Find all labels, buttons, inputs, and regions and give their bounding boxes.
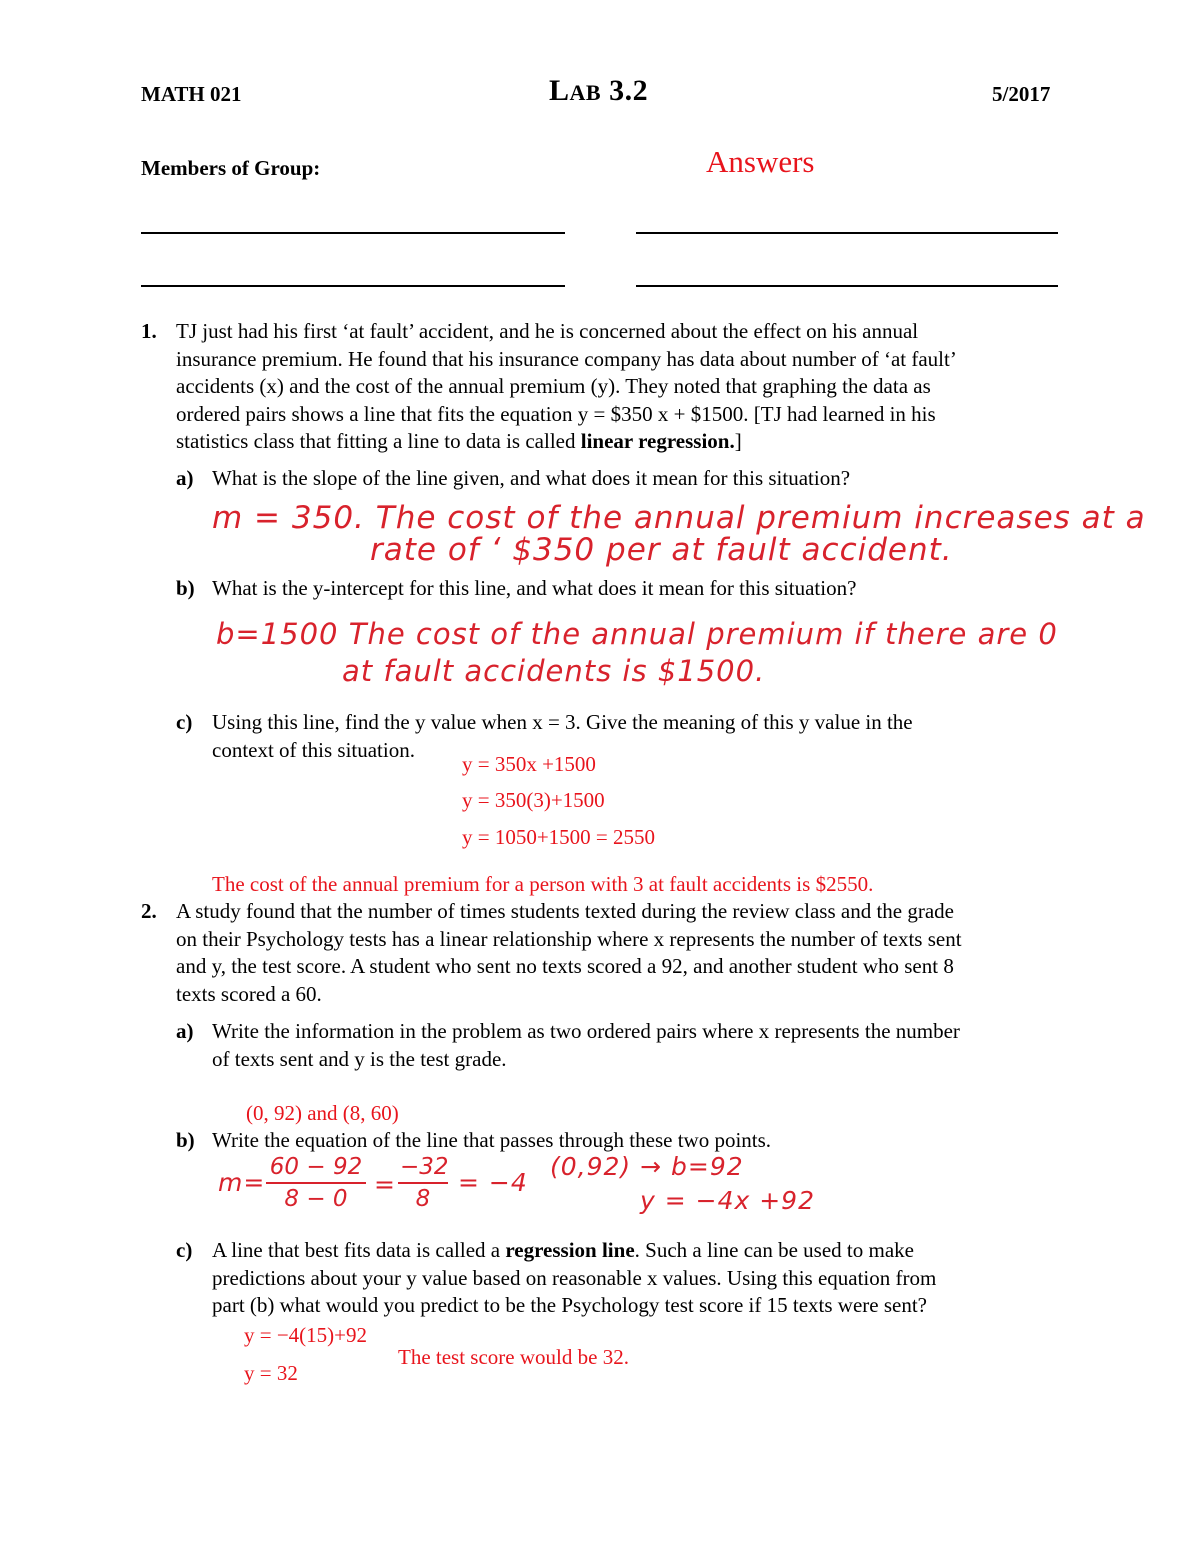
q1c-answer: The cost of the annual premium for a person with 3 at fault accidents is $2550. [212,872,874,896]
q1c-label: c) [176,710,193,734]
q2a-answer: (0, 92) and (8, 60) [246,1101,399,1125]
q1a-answer-line-1: m = 350. The cost of the annual premium increases at a [212,500,1146,536]
q1c-line-1: Using this line, find the y value when x = 3. Give the meaning of this y value in the [212,710,913,734]
q1b-answer-line-2: at fault accidents is $1500. [342,654,766,688]
q2c-answer: The test score would be 32. [398,1345,629,1369]
q2b-slope-result: = −4 [458,1168,528,1197]
q2b-equation: y = −4x +92 [640,1186,815,1215]
q1a-answer-line-2: rate of ‘ $350 per at fault accident. [370,532,953,568]
q2b-fraction-2-numerator: −32 [398,1154,448,1184]
q2c-equation-1: y = −4(15)+92 [244,1323,368,1347]
q1c-equation-3: y = 1050+1500 = 2550 [462,825,656,849]
q2a-line-2: of texts sent and y is the test grade. [212,1046,507,1071]
members-label: Members of Group: [141,156,321,180]
q2c-label: c) [176,1238,193,1262]
course-code: MATH 021 [141,82,242,106]
q1b-answer-line-1: b=1500 The cost of the annual premium if there are 0 [216,617,1058,651]
q2a-line-1: Write the information in the problem as two ordered pairs where x represents the number [212,1019,960,1043]
lab-title-rest: AB [569,80,602,105]
q1-number: 1. [141,319,157,343]
q2b-equals-sign: = [374,1170,396,1199]
q2c-line-3: part (b) what would you predict to be the Psychology test score if 15 texts were sent? [212,1293,927,1317]
q2-number: 2. [141,899,157,923]
q2a-label: a) [176,1019,194,1043]
q1c-equation-2: y = 350(3)+1500 [462,788,605,812]
q2-line-4: texts scored a 60. [176,981,322,1006]
q1c-equation-1: y = 350x +1500 [462,752,596,776]
q2-text [176,898,962,1008]
q2b-fraction-1-denominator: 8 − 0 [284,1186,348,1212]
member-line-4 [636,285,1058,287]
q1-line-4: ordered pairs shows a line that fits the equation y = $350 x + $1500. [TJ had learned in his [176,401,936,426]
q2c-line-2: predictions about your y value based on reasonable x values. Using this equation from [212,1265,937,1290]
q1a-text: What is the slope of the line given, and what does it mean for this situation? [212,466,851,490]
regression-line-term: regression line [505,1238,635,1262]
q2b-intercept-point: (0,92) → b=92 [550,1152,744,1181]
q2b-fraction-2 [398,1154,448,1212]
q1-text [176,318,957,456]
q1c-line-2: context of this situation. [212,737,415,762]
q2b-fraction-1 [266,1154,366,1212]
lab-title [549,74,648,108]
q2-line-1: A study found that the number of times students texted during the review class and the grade [176,899,954,923]
member-line-1 [141,232,565,234]
q1-line-2: insurance premium. He found that his insurance company has data about number of ‘at fault’ [176,346,957,371]
q1b-label: b) [176,576,195,600]
q2b-label: b) [176,1128,195,1152]
q1-line-1: TJ just had his first ‘at fault’ accident, and he is concerned about the effect on his annual [176,319,919,343]
q2b-m-label: m= [218,1168,266,1197]
q2b-text: Write the equation of the line that passes through these two points. [212,1128,772,1152]
member-line-2 [636,232,1058,234]
q2c-line-1: A line that best fits data is called a regression line. Such a line can be used to make [212,1238,914,1262]
q2c-text [212,1237,936,1320]
q1a-label: a) [176,466,194,490]
member-line-3 [141,285,565,287]
q2a-text [212,1018,960,1073]
linear-regression-term: linear regression. [580,429,735,453]
q2b-fraction-2-denominator: 8 [415,1186,431,1212]
q2b-fraction-1-numerator: 60 − 92 [266,1154,366,1184]
q1b-text: What is the y-intercept for this line, and what does it mean for this situation? [212,576,857,600]
q2-line-3: and y, the test score. A student who sent no texts scored a 92, and another student who sent 8 [176,954,954,978]
q2-line-2: on their Psychology tests has a linear relationship where x represents the number of texts sent [176,926,962,951]
lab-title-number: 3.2 [609,74,649,107]
lab-title-cap: L [549,74,570,107]
q1-line-3: accidents (x) and the cost of the annual premium (y). They noted that graphing the data as [176,374,931,398]
q2c-equation-2: y = 32 [244,1361,298,1385]
answers-heading: Answers [706,144,815,179]
q1-line-5: statistics class that fitting a line to data is called linear regression.] [176,429,742,453]
date: 5/2017 [992,82,1051,106]
